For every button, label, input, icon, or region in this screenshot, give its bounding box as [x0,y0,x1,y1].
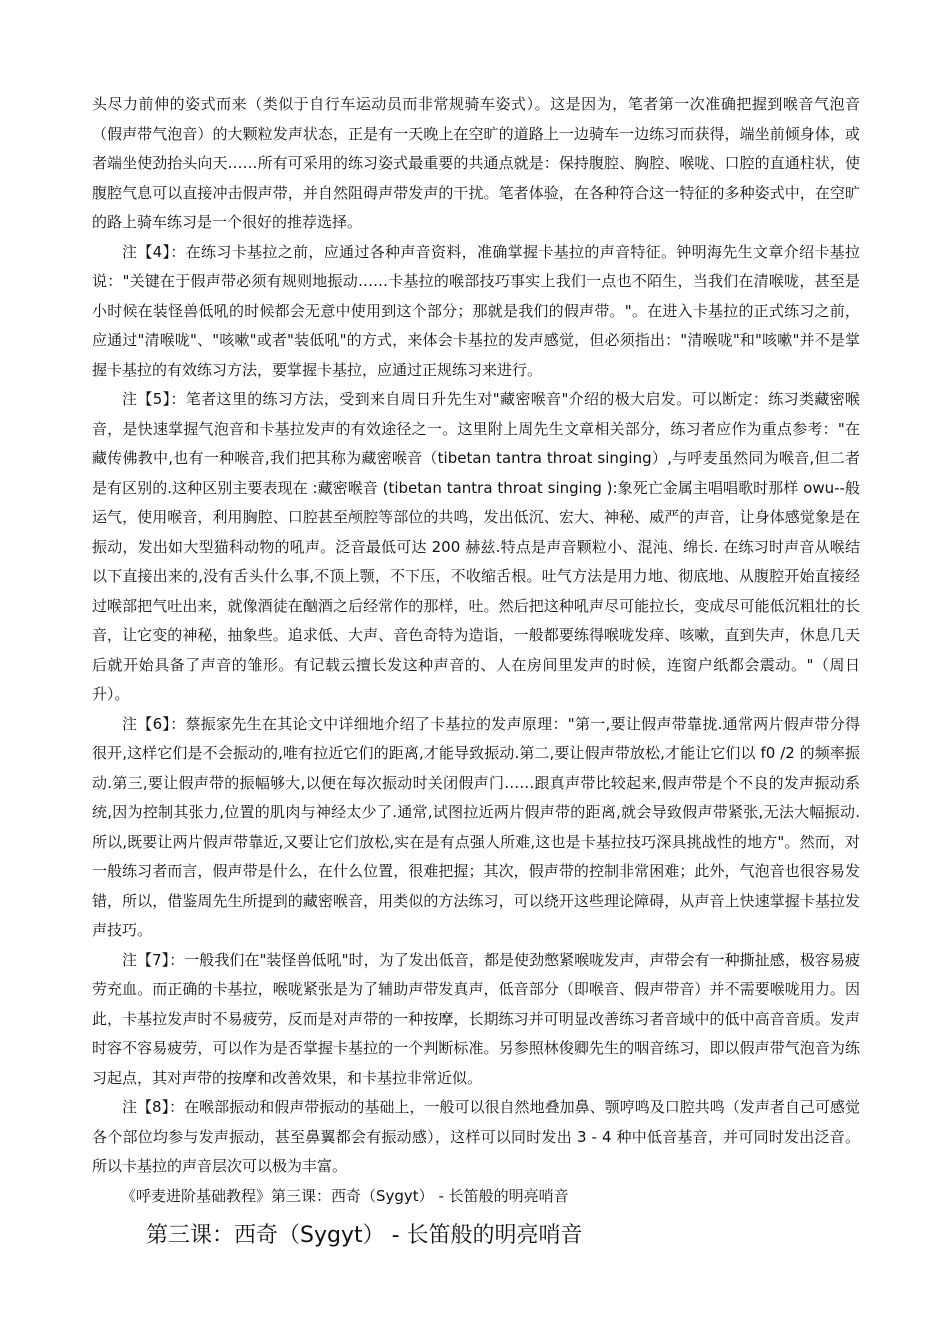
note-6-paragraph: 注【6】：蔡振家先生在其论文中详细地介绍了卡基拉的发声原理："第一,要让假声带靠拢.通常两片假声带分得很开,这样它们是不会振动的,唯有拉近它们的距离,才能导致振动.第二,要让假声带放松,才能让它们以 f0 /2 的频率振动.第三,要让假声带的振幅够大,以便在每次振动时关闭假声门……跟真声带比较起来,假声带是个不良的发声振动系统,因为控制其张力,位置的肌肉与神经太少了.通常,试图拉近两片假声带的距离,就会导致假声带紧张,无法大幅振动.所以,既要让两片假声带靠近,又要让它们放松,实在是有点强人所难,这也是卡基拉技巧深具挑战性的地方"。然而，对一般练习者而言，假声带是什么，在什么位置，很难把握；其次，假声带的控制非常困难；此外，气泡音也很容易发错，所以，借鉴周先生所提到的藏密喉音，用类似的方法练习，可以绕开这些理论障碍，从声音上快速掌握卡基拉发声技巧。 [92,714,860,939]
note-8-paragraph: 注【8】：在喉部振动和假声带振动的基础上，一般可以很自然地叠加鼻、颚哼鸣及口腔共鸣（发声者自己可感觉各个部位均参与发声振动，甚至鼻翼都会有振动感），这样可以同时发出 3 - 4 种中低音基音，并可同时发出泛音。所以卡基拉的声音层次可以极为丰富。 [92,1098,860,1175]
note-5-paragraph: 注【5】：笔者这里的练习方法，受到来自周日升先生对"藏密喉音"介绍的极大启发。可以断定：练习类藏密喉音，是快速掌握气泡音和卡基拉发声的有效途径之一。这里附上周先生文章相关部分，练习者应作为重点参考："在藏传佛教中,也有一种喉音,我们把其称为藏密喉音（tibetan tantra throat singing）,与呼麦虽然同为喉音,但二者是有区别的.这种区别主要表现在 :藏密喉音 (tibetan tantra throat singing ):象死亡金属主唱唱歌时那样 owu--般运气，使用喉音，利用胸腔、口腔甚至颅腔等部位的共鸣，发出低沉、宏大、神秘、威严的声音，让身体感觉象是在振动，发出如大型猫科动物的吼声。泛音最低可达 200 赫兹.特点是声音颗粒小、混沌、绵长. 在练习时声音从喉结以下直接出来的,没有舌头什么事,不顶上颚，不下压，不收缩舌根。吐气方法是用力地、彻底地、从腹腔开始直接经过喉部把气吐出来，就像酒徒在酗酒之后经常作的那样，吐。然后把这种吼声尽可能拉长，变成尽可能低沉粗壮的长音，让它变的神秘，抽象些。追求低、大声、音色奇特为造诣，一般都要练得喉咙发痒、咳嗽，直到失声，休息几天后就开始具备了声音的雏形。有记载云擅长发这种声音的、人在房间里发声的时候，连窗户纸都会震动。"（周日升）。 [92,390,860,703]
note-4-paragraph: 注【4】：在练习卡基拉之前，应通过各种声音资料，准确掌握卡基拉的声音特征。钟明海先生文章介绍卡基拉说："关键在于假声带必须有规则地振动……卡基拉的喉部技巧事实上我们一点也不陌生，当我们在清喉咙，甚至是小时候在装怪兽低吼的时候都会无意中使用到这个部分；那就是我们的假声带。"。在进入卡基拉的正式练习之前，应通过"清喉咙"、"咳嗽"或者"装低吼"的方式，来体会卡基拉的发声感觉，但必须指出："清喉咙"和"咳嗽"并不是掌握卡基拉的有效练习方法，要掌握卡基拉，应通过正规练习来进行。 [92,242,860,379]
intro-paragraph: 头尽力前伸的姿式而来（类似于自行车运动员而非常规骑车姿式）。这是因为，笔者第一次准确把握到喉音气泡音（假声带气泡音）的大颗粒发声状态，正是有一天晚上在空旷的道路上一边骑车一边练习而获得，端坐前倾身体，或者端坐使劲抬头向天……所有可采用的练习姿式最重要的共通点就是：保持腹腔、胸腔、喉咙、口腔的直通柱状，使腹腔气息可以直接冲击假声带，并自然阻碍声带发声的干扰。笔者体验，在各种符合这一特征的多种姿式中，在空旷的路上骑车练习是一个很好的推荐选择。 [92,95,860,231]
document-page [92,90,860,1253]
lesson-heading: 第三课：西奇（Sygyt） - 长笛般的明亮哨音 [146,1223,583,1248]
tutorial-reference-line: 《呼麦进阶基础教程》第三课：西奇（Sygyt） - 长笛般的明亮哨音 [121,1186,569,1205]
note-7-paragraph: 注【7】：一般我们在"装怪兽低吼"时，为了发出低音，都是使劲憋紧喉咙发声，声带会有一种撕扯感，极容易疲劳充血。而正确的卡基拉，喉咙紧张是为了辅助声带发真声，低音部分（即喉音、假声带音）并不需要喉咙用力。因此，卡基拉发声时不易疲劳，反而是对声带的一种按摩，长期练习并可明显改善练习者音域中的低中高音音质。发声时容不容易疲劳，可以作为是否掌握卡基拉的一个判断标准。另参照林俊卿先生的咽音练习，即以假声带气泡音为练习起点，其对声带的按摩和改善效果，和卡基拉非常近似。 [92,950,860,1087]
